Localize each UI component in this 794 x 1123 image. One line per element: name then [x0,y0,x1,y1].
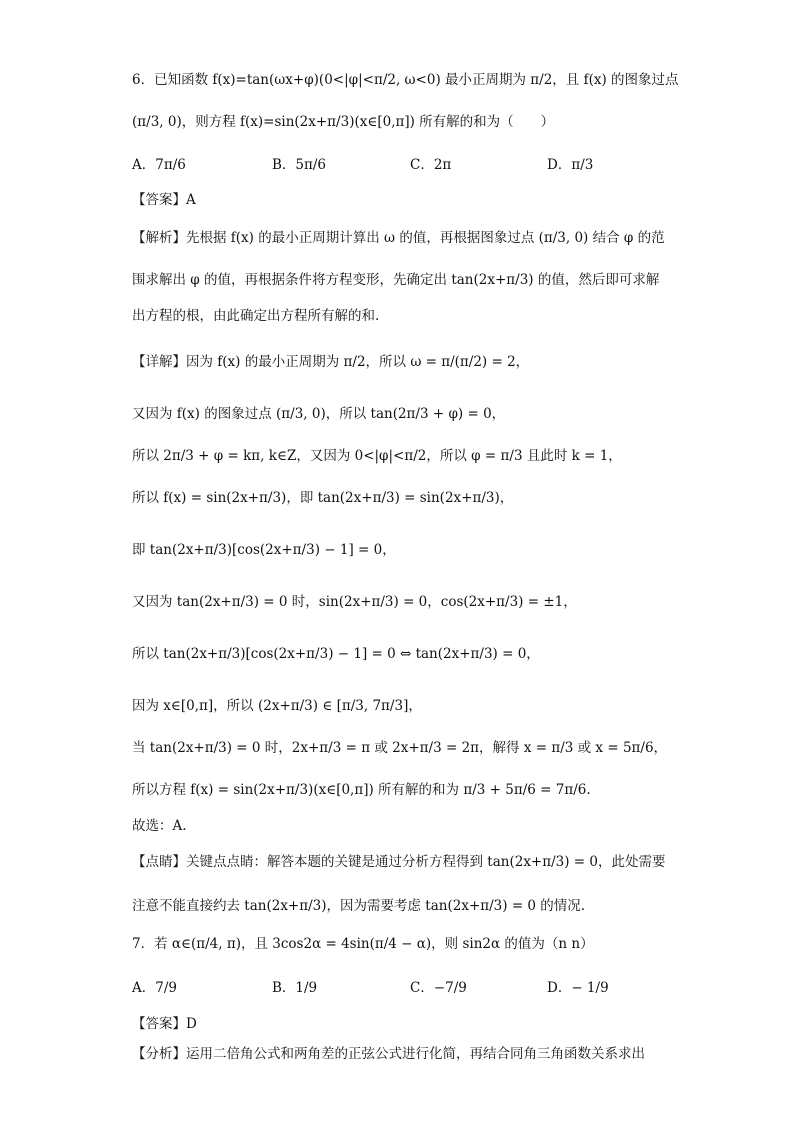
q6-detail-line-3: 所以 2π/3 + φ = kπ, k∈Z，又因为 0<|φ|<π/2，所以 φ = π/3 且此时 k = 1， [132,448,622,464]
q6-stem-line-1: 6．已知函数 f(x)=tan(ωx+φ)(0<|φ|<π/2, ω<0) 最小正周期为 π/2，且 f(x) 的图象过点 [132,72,679,88]
q6-detail-line-8: 因为 x∈[0,π]，所以 (2x+π/3) ∈ [π/3, 7π/3]， [132,698,422,714]
q6-detail-line-10: 所以方程 f(x) = sin(2x+π/3)(x∈[0,π]) 所有解的和为 π/3 + 5π/6 = 7π/6. [132,782,591,798]
q6-option-d: D．π/3 [547,157,594,173]
q6-option-b: B．5π/6 [272,157,327,173]
q6-analysis-line-1: 【解析】先根据 f(x) 的最小正周期计算出 ω 的值，再根据图象过点 (π/3, 0) 结合 φ 的范 [132,230,665,246]
q6-detail-line-4: 所以 f(x) = sin(2x+π/3)，即 tan(2x+π/3) = sin(2x+π/3)， [132,490,514,506]
q6-option-c: C．2π [410,157,452,173]
q6-option-a: A．7π/6 [132,157,186,173]
q6-choice: 故选：A. [132,818,187,834]
q6-stem-line-2: (π/3, 0)，则方程 f(x)=sin(2x+π/3)(x∈[0,π]) 所有解的和为（ ） [132,114,555,130]
q7-option-c: C．−7/9 [410,980,467,996]
q6-detail-line-1: 【详解】因为 f(x) 的最小正周期为 π/2，所以 ω = π/(π/2) = 2， [132,354,530,370]
q6-detail-line-2: 又因为 f(x) 的图象过点 (π/3, 0)，所以 tan(2π/3 + φ) = 0， [132,406,506,422]
q6-answer: 【答案】A [132,192,196,208]
q6-analysis-line-2: 围求解出 φ 的值，再根据条件将方程变形，先确定出 tan(2x+π/3) 的值，然后即可求解 [132,272,660,288]
q6-detail-line-9: 当 tan(2x+π/3) = 0 时，2x+π/3 = π 或 2x+π/3 = 2π，解得 x = π/3 或 x = 5π/6， [132,740,668,756]
q7-analysis-line-1: 【分析】运用二倍角公式和两角差的正弦公式进行化简，再结合同角三角函数关系求出 [132,1046,645,1062]
q7-option-b: B．1/9 [272,980,318,996]
q7-option-d: D．− 1/9 [547,980,609,996]
q6-detail-line-5: 即 tan(2x+π/3)[cos(2x+π/3) − 1] = 0， [132,542,396,558]
q7-option-a: A．7/9 [132,980,177,996]
q6-remark-line-2: 注意不能直接约去 tan(2x+π/3)，因为需要考虑 tan(2x+π/3) = 0 的情况. [132,898,586,914]
q7-stem: 7．若 α∈(π/4, π)，且 3cos2α = 4sin(π/4 − α)，则 sin2α 的值为（n n） [132,936,594,952]
q6-detail-line-7: 所以 tan(2x+π/3)[cos(2x+π/3) − 1] = 0 ⇔ tan(2x+π/3) = 0， [132,646,540,662]
q6-detail-line-6: 又因为 tan(2x+π/3) = 0 时，sin(2x+π/3) = 0，cos(2x+π/3) = ±1， [132,594,577,610]
q6-remark-line-1: 【点睛】关键点点睛：解答本题的关键是通过分析方程得到 tan(2x+π/3) = 0，此处需要 [132,854,666,870]
q6-analysis-line-3: 出方程的根，由此确定出方程所有解的和. [132,308,380,324]
q7-answer: 【答案】D [132,1016,197,1032]
